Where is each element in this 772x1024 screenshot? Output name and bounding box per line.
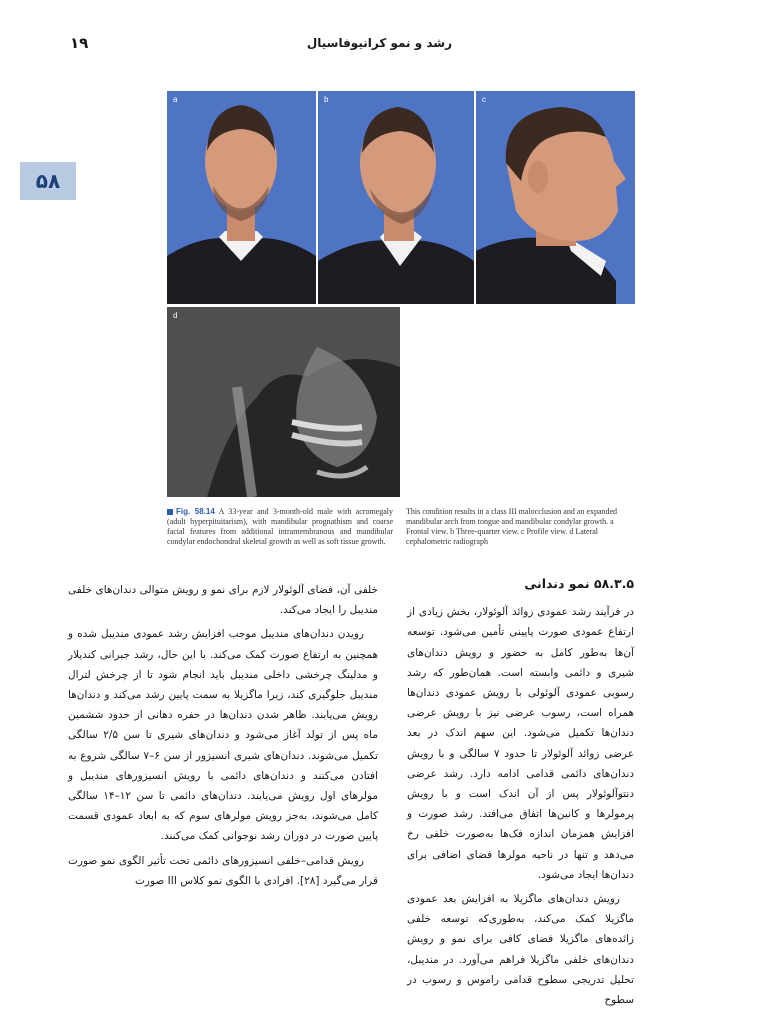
radiograph-illustration (167, 307, 400, 497)
chapter-tab: ۵۸ (20, 162, 76, 200)
paragraph: رویدن دندان‌های مندیبل موجب افزایش رشد عمودی مندیبل شده و همچنین به ارتفاع صورت کمک می‌کند. با این حال، رشد جبرانی کندیلار و مدلینگ چرخشی داخلی مندیبل باید انجام شود تا از چرخش لترال مندیبل جلوگیری کند، زیرا ماگزیلا به سمت پایین رشد می‌کند و دندان‌ها رویش می‌یابند. ظاهر شدن دندان‌ها در حفره دهانی از حدود ششمین ماه پس از تولد آغاز می‌شود و دندان‌های شیری تا سن ۲/۵ سالگی تکمیل می‌شوند. دندان‌های شیری انسیزور از سن ۶–۷ سالگی شروع به افتادن می‌کنند و دندان‌های دائمی با رویش انسیزورهای مندیبل و مولرهای اول رویش می‌یابند. دندان‌های دائمی تا سن ۱۲–۱۴ سالگی کامل می‌شوند، به‌جز رویش مولرهای سوم که به ابعاد عمودی قسمت پایین صورت در دوران رشد نوجوانی کمک می‌کنند. (68, 628, 379, 843)
panel-label-c: c (482, 95, 486, 104)
running-head: رشد و نمو کرانیوفاسیال (306, 36, 452, 50)
right-text-column (407, 574, 634, 1014)
paragraph: رویش دندان‌های ماگزیلا به افزایش بعد عمودی ماگزیلا کمک می‌کند، به‌طوری‌که توسعه خلفی زائده‌های ماگزیلا فضای کافی برای نمو و رویش دندان‌های خلفی ماگزیلا فراهم می‌آورد. در مندیبل، تحلیل تدریجی سطوح قدامی راموس و رسوب در سطوح (407, 893, 634, 1007)
section-title: نمو دندانی (524, 576, 590, 591)
profile-portrait-illustration (476, 91, 635, 304)
section-heading (407, 574, 634, 594)
figure-marker-icon (167, 509, 173, 515)
photo-three-quarter-view (318, 91, 474, 304)
cephalometric-radiograph (167, 307, 400, 497)
page-number: ۱۹ (70, 34, 89, 52)
left-text-column (68, 580, 378, 895)
figure-caption-right: This condition results in a class III malocclusion and an expanded mandibular arch from tongue and mandibular condylar growth. a Frontal view. b Three-quarter view. c Profile view. d Lateral cephalometric radiograph (406, 507, 618, 546)
paragraph: در فرآیند رشد عمودی زوائد آلوئولار، بخش زیادی از ارتفاع عمودی صورت پایینی تأمین می‌شود. توسعه آن‌ها به‌طور کامل به حضور و رویش دندان‌های شیری و دائمی وابسته است. همان‌طور که رشد رسوبی عمودی آلوئولی با رویش عمودی دندان‌ها همراه است، رسوب عرضی نیز با رویش عرضی دندان‌ها تکمیل می‌شود. این سهم اندک در بعد عرضی زوائد آلوئولار تا حدود ۷ سالگی و با رویش دندان‌های دائمی قدامی ادامه دارد. رشد عرضی دنتوآلوئولار پس از آن اندک است و با رویش پرمولرها و کانین‌ها اتفاق می‌افتد. رشد صورت و افزایش همزمان اندازه فک‌ها به‌صورت خلفی رخ می‌دهد و تنها در ناحیه مولرها فضای اضافی برای دندان‌ها ایجاد می‌شود. (407, 606, 634, 881)
figure-label: Fig. 58.14 (176, 507, 215, 516)
section-number: ۵۸.۳.۵ (593, 576, 634, 591)
paragraph: خلفی آن، فضای آلوئولار لازم برای نمو و رویش متوالی دندان‌های خلفی مندیبل را ایجاد می‌کند. (68, 584, 378, 617)
panel-label-a: a (173, 95, 178, 104)
panel-label-d: d (173, 311, 178, 320)
photo-profile-view (476, 91, 635, 304)
frontal-portrait-illustration (167, 91, 316, 304)
paragraph: رویش قدامی–خلفی انسیزورهای دائمی تحت تأثیر الگوی نمو صورت قرار می‌گیرد [۲۸]. افرادی با الگوی نمو کلاس III صورت (68, 854, 378, 887)
photo-frontal-view (167, 91, 316, 304)
three-quarter-portrait-illustration (318, 91, 474, 304)
figure-caption-left (167, 507, 393, 547)
caption-text-left: A 33-year and 3-month-old male with acromegaly (adult hyperpituitarism), with mandibular prognathism and coarse facial features from additional intramembranous and mandibular condylar endochondral skeletal growth as well as soft tissue growth. (167, 507, 393, 546)
panel-label-b: b (324, 95, 329, 104)
